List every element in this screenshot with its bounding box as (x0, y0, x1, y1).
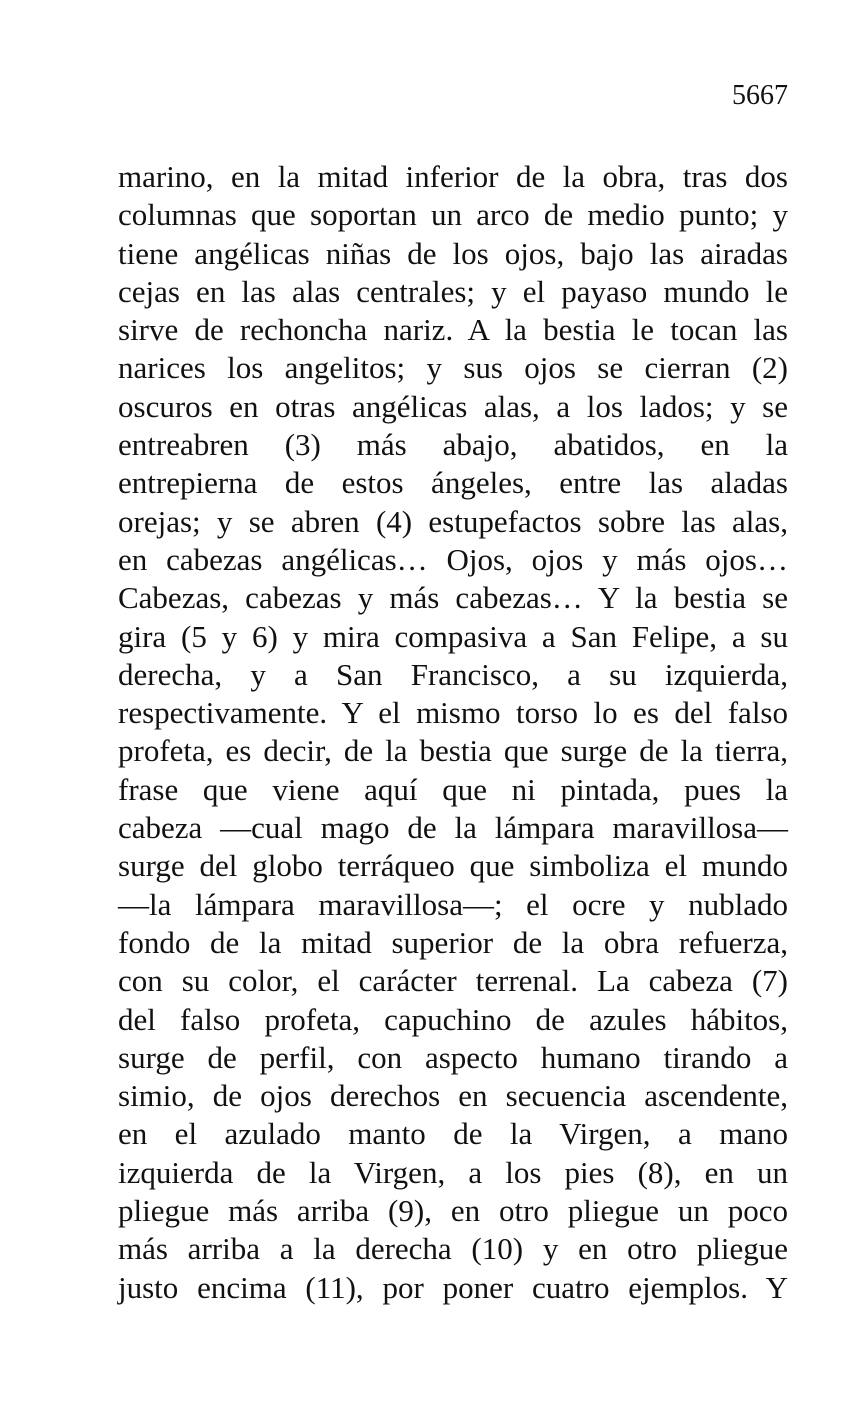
text-line: en cabezas angélicas… Ojos, ojos y más ojos… (118, 541, 788, 577)
text-line: oscuros en otras angélicas alas, a los lados; y se (118, 388, 788, 424)
text-line: respectivamente. Y el mismo torso lo es del falso (118, 695, 788, 731)
text-line: izquierda de la Virgen, a los pies (8), en un (118, 1154, 788, 1190)
body-text (118, 158, 788, 1307)
text-line: justo encima (11), por poner cuatro ejemplos. Y (118, 1269, 788, 1305)
text-line: orejas; y se abren (4) estupefactos sobre las alas, (118, 503, 788, 539)
text-line: cejas en las alas centrales; y el payaso mundo le (118, 273, 788, 309)
text-line: sirve de rechoncha nariz. A la bestia le tocan las (118, 312, 788, 348)
text-line: entrepierna de estos ángeles, entre las aladas (118, 465, 788, 501)
text-line: surge de perfil, con aspecto humano tirando a (118, 1039, 788, 1075)
text-line: pliegue más arriba (9), en otro pliegue un poco (118, 1193, 788, 1229)
text-line: entreabren (3) más abajo, abatidos, en la (118, 427, 788, 463)
text-line: profeta, es decir, de la bestia que surge de la tierra, (118, 733, 788, 769)
text-line: surge del globo terráqueo que simboliza el mundo (118, 848, 788, 884)
text-line: cabeza —cual mago de la lámpara maravillosa— (118, 810, 788, 846)
text-line: frase que viene aquí que ni pintada, pues la (118, 771, 788, 807)
text-line: simio, de ojos derechos en secuencia ascendente, (118, 1078, 788, 1114)
text-line: —la lámpara maravillosa—; el ocre y nublado (118, 886, 788, 922)
page-number: 5667 (732, 80, 788, 111)
text-line: del falso profeta, capuchino de azules hábitos, (118, 1001, 788, 1037)
text-line: con su color, el carácter terrenal. La cabeza (7) (118, 963, 788, 999)
text-line: Cabezas, cabezas y más cabezas… Y la bestia se (118, 580, 788, 616)
text-line: gira (5 y 6) y mira compasiva a San Felipe, a su (118, 618, 788, 654)
text-line: marino, en la mitad inferior de la obra, tras dos (118, 159, 788, 194)
text-line: más arriba a la derecha (10) y en otro pliegue (118, 1231, 788, 1267)
text-line: tiene angélicas niñas de los ojos, bajo las airadas (118, 235, 788, 271)
text-line: columnas que soportan un arco de medio punto; y (118, 197, 788, 233)
text-line: derecha, y a San Francisco, a su izquierda, (118, 656, 788, 692)
text-line: fondo de la mitad superior de la obra refuerza, (118, 924, 788, 960)
text-line: en el azulado manto de la Virgen, a mano (118, 1116, 788, 1152)
text-line: narices los angelitos; y sus ojos se cierran (2) (118, 350, 788, 386)
